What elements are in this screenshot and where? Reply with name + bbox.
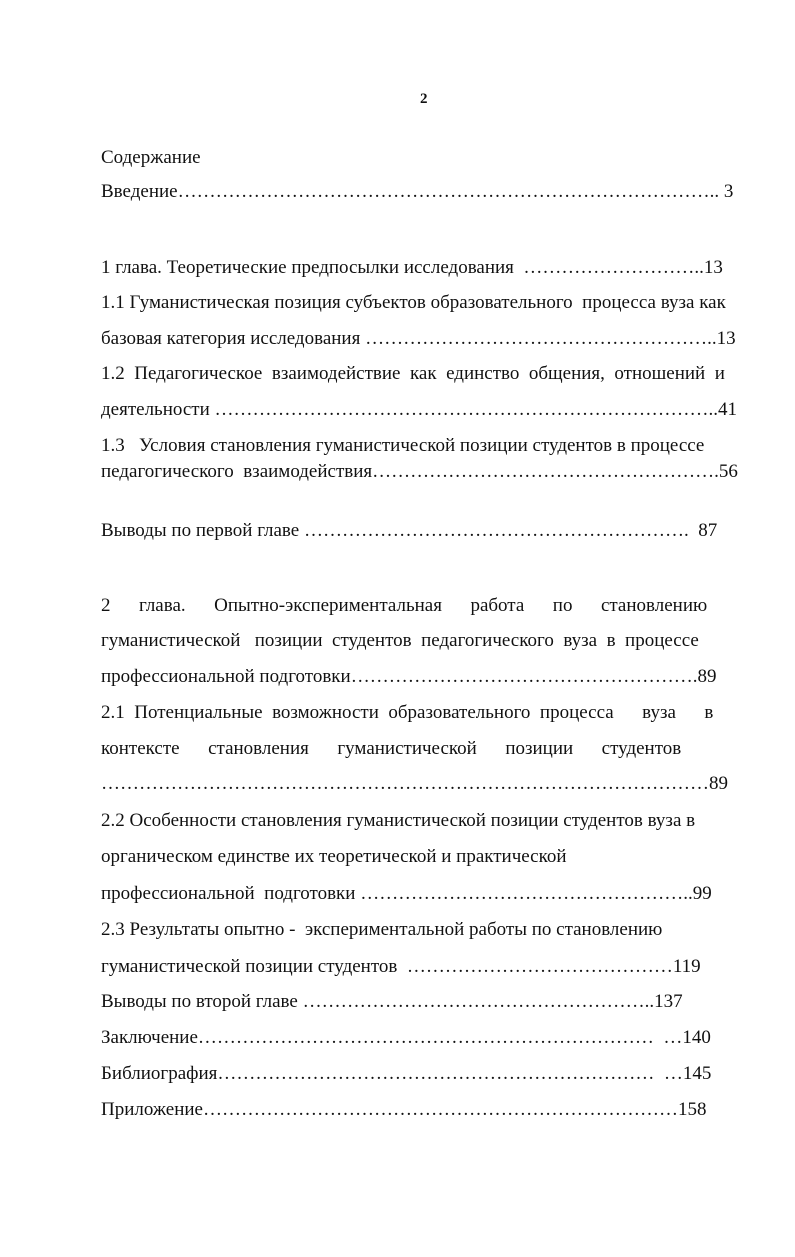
toc-entry-1-3-line1: 1.3 Условия становления гуманистической позиции студентов в процессе xyxy=(101,435,705,456)
toc-entry-2-3-line2: гуманистической позиции студентов ……………………………………119 xyxy=(101,956,701,977)
toc-title: Содержание xyxy=(101,147,201,168)
toc-entry-chapter-2-line3: профессиональной подготовки……………………………………………….89 xyxy=(101,666,717,687)
toc-entry-appendix: Приложение…………………………………………………………………158 xyxy=(101,1099,707,1120)
toc-entry-2-1-line3: ……………………………………………………………………………………89 xyxy=(101,773,728,794)
toc-entry-2-2-line2: органическом единстве их теоретической и практической xyxy=(101,846,567,867)
toc-entry-2-1-line1: 2.1 Потенциальные возможности образовательного процесса вуза в xyxy=(101,702,714,723)
toc-entry-conclusions-2: Выводы по второй главе ………………………………………………..137 xyxy=(101,991,683,1012)
toc-entry-chapter-2-line2: гуманистической позиции студентов педагогического вуза в процессе xyxy=(101,630,699,651)
toc-entry-chapter-2-line1: 2 глава. Опытно-экспериментальная работа по становлению xyxy=(101,595,708,616)
toc-entry-1-1-line1: 1.1 Гуманистическая позиция субъектов образовательного процесса вуза как xyxy=(101,292,726,313)
toc-entry-bibliography: Библиография…………………………………………………………… …145 xyxy=(101,1063,712,1084)
toc-entry-2-2-line1: 2.2 Особенности становления гуманистической позиции студентов вуза в xyxy=(101,810,696,831)
page-number: 2 xyxy=(420,91,428,107)
toc-entry-1-1-line2: базовая категория исследования ………………………………………………..13 xyxy=(101,328,736,349)
toc-entry-2-2-line3: профессиональной подготовки ……………………………………………..99 xyxy=(101,883,712,904)
toc-entry-1-3-line2: педагогического взаимодействия……………………………………………….56 xyxy=(101,461,738,482)
toc-entry-1-2-line2: деятельности ……………………………………………………………………..41 xyxy=(101,399,738,420)
toc-entry-conclusions-1: Выводы по первой главе ……………………………………………………. 87 xyxy=(101,520,718,541)
toc-entry-2-1-line2: контексте становления гуманистической позиции студентов xyxy=(101,738,682,759)
toc-entry-intro: Введение………………………………………………………………………….. 3 xyxy=(101,181,734,202)
toc-entry-chapter-1: 1 глава. Теоретические предпосылки исследования ………………………..13 xyxy=(101,257,723,278)
toc-entry-conclusion: Заключение……………………………………………………………… …140 xyxy=(101,1027,711,1048)
toc-entry-1-2-line1: 1.2 Педагогическое взаимодействие как единство общения, отношений и xyxy=(101,363,725,384)
toc-entry-2-3-line1: 2.3 Результаты опытно - экспериментальной работы по становлению xyxy=(101,919,663,940)
